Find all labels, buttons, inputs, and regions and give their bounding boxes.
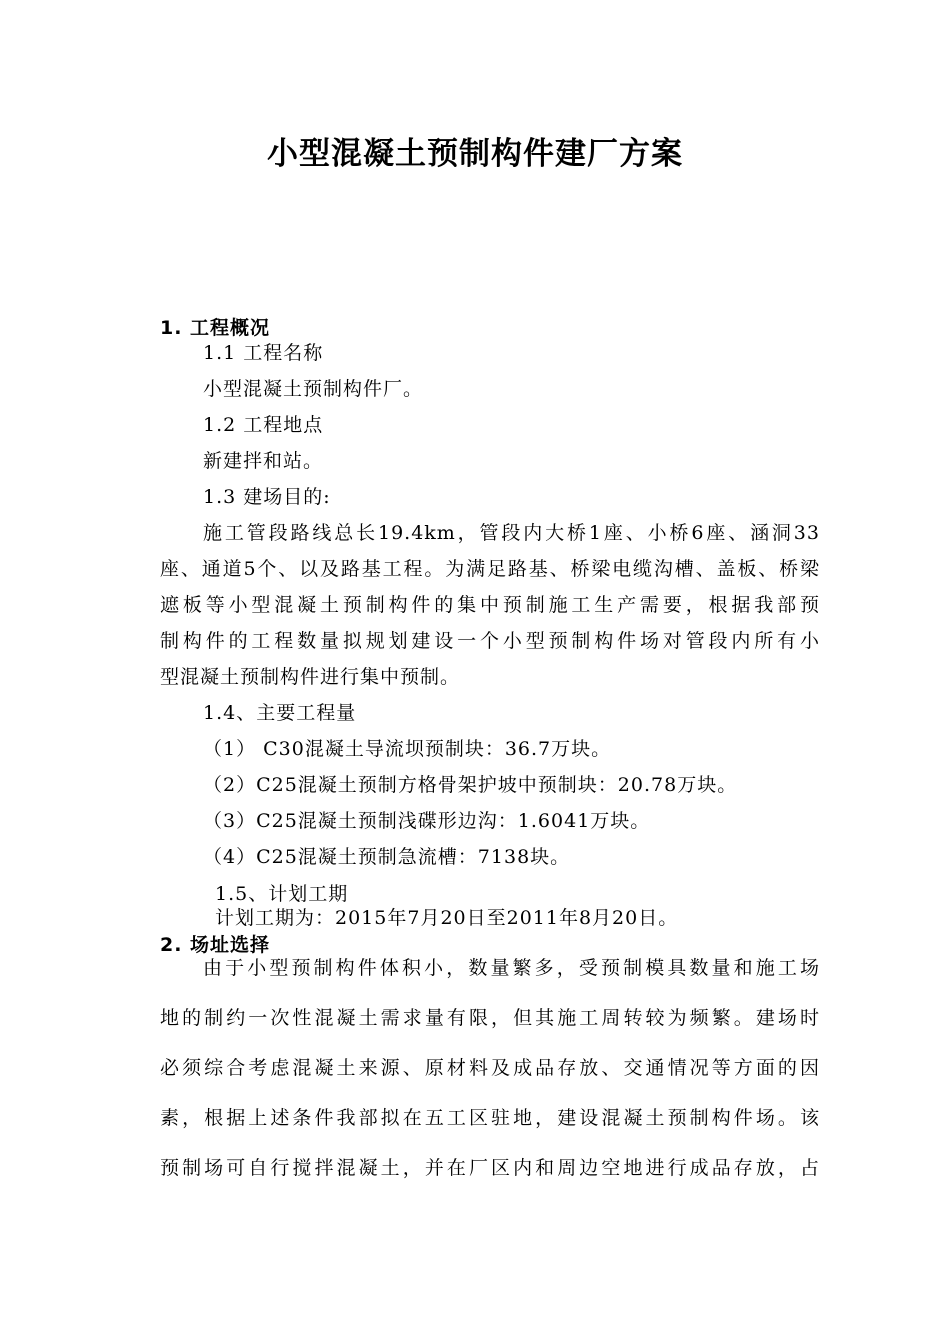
paragraph-line: 制构件的工程数量拟规划建设一个小型预制构件场对管段内所有小 — [160, 630, 820, 652]
paragraph-line: 施工管段路线总长19.4km，管段内大桥1座、小桥6座、涵洞33 — [203, 522, 820, 544]
section-1-3-label: 1.3 建场目的: — [203, 486, 331, 508]
quantity-item: （2）C25混凝土预制方格骨架护坡中预制块：20.78万块。 — [203, 774, 738, 796]
document-title: 小型混凝土预制构件建厂方案 — [267, 136, 683, 172]
paragraph-line: 地的制约一次性混凝土需求量有限，但其施工周转较为频繁。建场时 — [160, 1007, 820, 1029]
section-1-1-label: 1.1 工程名称 — [203, 342, 324, 364]
section-1-heading: 1. 工程概况 — [160, 317, 271, 339]
section-1-4-label: 1.4、主要工程量 — [203, 702, 357, 724]
quantity-item: （3）C25混凝土预制浅碟形边沟：1.6041万块。 — [203, 810, 651, 832]
paragraph-line: 素，根据上述条件我部拟在五工区驻地，建设混凝土预制构件场。该 — [160, 1107, 820, 1129]
section-1-2-label: 1.2 工程地点 — [203, 414, 324, 436]
section-1-2-content: 新建拌和站。 — [203, 450, 324, 472]
quantity-item: （4）C25混凝土预制急流槽：7138块。 — [203, 846, 571, 868]
paragraph-line: 型混凝土预制构件进行集中预制。 — [160, 666, 461, 688]
section-1-1-content: 小型混凝土预制构件厂。 — [203, 378, 424, 400]
paragraph-line: 由于小型预制构件体积小，数量繁多，受预制模具数量和施工场 — [203, 957, 820, 979]
quantity-item: （1） C30混凝土导流坝预制块：36.7万块。 — [203, 738, 612, 760]
section-1-5-label: 1.5、计划工期 — [215, 883, 349, 905]
section-2-heading: 2. 场址选择 — [160, 934, 271, 956]
paragraph-line: 必须综合考虑混凝土来源、原材料及成品存放、交通情况等方面的因 — [160, 1057, 820, 1079]
paragraph-line: 座、通道5个、以及路基工程。为满足路基、桥梁电缆沟槽、盖板、桥梁 — [160, 558, 820, 580]
paragraph-line: 遮板等小型混凝土预制构件的集中预制施工生产需要，根据我部预 — [160, 594, 820, 616]
paragraph-line: 预制场可自行搅拌混凝土，并在厂区内和周边空地进行成品存放，占 — [160, 1157, 820, 1179]
section-1-5-content: 计划工期为：2015年7月20日至2011年8月20日。 — [215, 907, 679, 929]
